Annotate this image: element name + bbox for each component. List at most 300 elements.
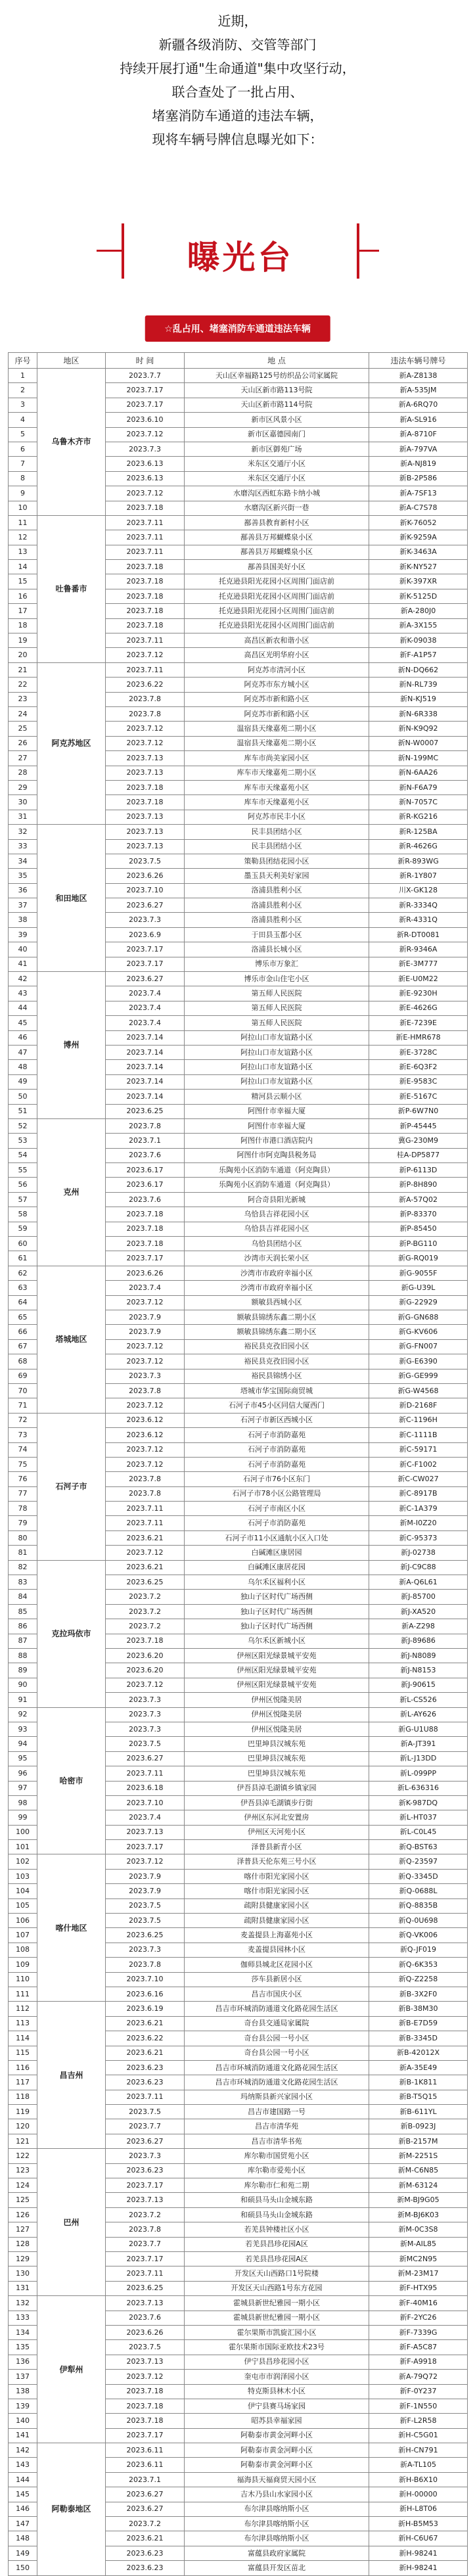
row-location: 伊州区阳光绿景城平安苑 xyxy=(185,1678,369,1692)
row-plate: 新C-8917B xyxy=(369,1486,468,1501)
row-date: 2023.7.8 xyxy=(106,692,185,706)
row-location: 高昌区新农和谐小区 xyxy=(185,633,369,648)
row-location: 阿克苏市新和路小区 xyxy=(185,706,369,721)
row-plate: 新A-3X155 xyxy=(369,618,468,633)
banner-left-rule xyxy=(97,250,123,252)
header-index: 序号 xyxy=(9,353,37,369)
row-date: 2023.7.13 xyxy=(106,825,185,839)
row-location: 布尔津县喀纳斯小区 xyxy=(185,2502,369,2516)
row-date: 2023.6.18 xyxy=(106,1781,185,1795)
row-location: 高昌区光明华府小区 xyxy=(185,648,369,662)
row-location: 沙湾市天润长荣小区 xyxy=(185,1251,369,1266)
row-date: 2023.7.12 xyxy=(106,1546,185,1560)
row-location: 乌尔禾区福利小区 xyxy=(185,1575,369,1590)
row-location: 石河子市78小区公路管理局 xyxy=(185,1486,369,1501)
row-location: 库车市天缘嘉苑小区 xyxy=(185,795,369,810)
row-date: 2023.7.18 xyxy=(106,1237,185,1251)
row-index: 69 xyxy=(9,1369,37,1383)
row-plate: 新N-199MC xyxy=(369,751,468,766)
row-index: 38 xyxy=(9,913,37,927)
row-location: 温宿县天缘嘉苑二期小区 xyxy=(185,722,369,736)
row-location: 独山子区时代广场西侧 xyxy=(185,1590,369,1604)
row-location: 阿勒泰市黄金河畔小区 xyxy=(185,2428,369,2443)
row-plate: 新G-RQ019 xyxy=(369,1251,468,1266)
row-plate: 新A-Z298 xyxy=(369,1619,468,1634)
row-date: 2023.7.18 xyxy=(106,795,185,810)
row-location: 昌吉市环城消防通道文化路花园生活区 xyxy=(185,2060,369,2075)
region-cell: 哈密市 xyxy=(37,1707,106,1854)
row-plate: 新G-FN007 xyxy=(369,1339,468,1354)
row-location: 阿克苏市民丰小区 xyxy=(185,810,369,824)
row-date: 2023.7.9 xyxy=(106,1310,185,1325)
row-plate: 新B-E7D59 xyxy=(369,2016,468,2031)
row-plate: 新A-JT391 xyxy=(369,1737,468,1751)
row-plate: 新N-W0007 xyxy=(369,736,468,750)
row-plate: 新A-8710F xyxy=(369,427,468,442)
row-index: 98 xyxy=(9,1795,37,1810)
row-location: 伊吾县淖毛湖镇乡镇家园 xyxy=(185,1781,369,1795)
row-location: 富蕴县开发区苗北 xyxy=(185,2561,369,2575)
row-index: 56 xyxy=(9,1178,37,1192)
row-index: 111 xyxy=(9,1987,37,2001)
row-plate: 新J-XA520 xyxy=(369,1604,468,1619)
row-index: 28 xyxy=(9,766,37,780)
row-plate: 新M-BJ9G05 xyxy=(369,2193,468,2207)
row-plate: 新F-0Y237 xyxy=(369,2384,468,2399)
row-date: 2023.7.3 xyxy=(106,1369,185,1383)
row-date: 2023.7.2 xyxy=(106,2207,185,2222)
row-location: 阿图什市幸福大厦 xyxy=(185,1118,369,1133)
row-plate: 新H-98241 xyxy=(369,2546,468,2560)
row-date: 2023.7.12 xyxy=(106,2370,185,2384)
row-location: 奇台县交通局家属院 xyxy=(185,2016,369,2031)
row-plate: 新L-AY626 xyxy=(369,1707,468,1722)
row-index: 2 xyxy=(9,383,37,398)
region-cell: 伊犁州 xyxy=(37,2296,106,2443)
row-plate: 新P-6W7N0 xyxy=(369,1104,468,1118)
row-location: 洛浦县胜利小区 xyxy=(185,898,369,913)
row-location: 富蕴县政府家属院 xyxy=(185,2546,369,2560)
row-plate: 新K-397XR xyxy=(369,574,468,589)
row-plate: 新MC2N95 xyxy=(369,2252,468,2266)
row-plate: 新K-76052 xyxy=(369,515,468,530)
row-plate: 新N-KJ519 xyxy=(369,692,468,706)
table-row xyxy=(9,2149,468,2163)
row-date: 2023.7.17 xyxy=(106,2252,185,2266)
row-index: 10 xyxy=(9,501,37,515)
row-index: 83 xyxy=(9,1575,37,1590)
row-location: 精河县云顺小区 xyxy=(185,1090,369,1104)
row-location: 麦盖提县上海嘉苑小区 xyxy=(185,1928,369,1943)
region-cell: 喀什地区 xyxy=(37,1854,106,2002)
row-date: 2023.7.3 xyxy=(106,1943,185,1957)
row-index: 103 xyxy=(9,1869,37,1883)
row-location: 独山子区时代广场西侧 xyxy=(185,1604,369,1619)
row-plate: 新C-1111B xyxy=(369,1428,468,1442)
row-location: 民丰县团结小区 xyxy=(185,839,369,854)
row-date: 2023.7.13 xyxy=(106,751,185,766)
row-date: 2023.6.21 xyxy=(106,1560,185,1575)
row-date: 2023.7.11 xyxy=(106,545,185,559)
row-location: 石河子市消防嘉苑 xyxy=(185,1516,369,1530)
row-index: 116 xyxy=(9,2060,37,2075)
row-index: 87 xyxy=(9,1634,37,1648)
row-index: 66 xyxy=(9,1325,37,1339)
row-location: 巴里坤县汉城东苑 xyxy=(185,1751,369,1766)
row-location: 昌吉市环城消防通道文化路花园生活区 xyxy=(185,2075,369,2090)
row-date: 2023.7.11 xyxy=(106,2266,185,2281)
region-cell: 阿克苏地区 xyxy=(37,662,106,824)
row-plate: 新Q-Z2258 xyxy=(369,1972,468,1987)
row-date: 2023.7.9 xyxy=(106,1325,185,1339)
row-date: 2023.6.21 xyxy=(106,2046,185,2060)
row-location: 鄯善县万邦蝴蝶泉小区 xyxy=(185,545,369,559)
row-plate: 新A-535JM xyxy=(369,383,468,398)
row-date: 2023.6.20 xyxy=(106,1648,185,1663)
row-index: 23 xyxy=(9,692,37,706)
row-location: 托克逊县阳光花园小区周围门面店前 xyxy=(185,589,369,603)
row-date: 2023.7.10 xyxy=(106,1972,185,1987)
row-location: 额敏县锦绣东鑫二期小区 xyxy=(185,1310,369,1325)
row-date: 2023.7.18 xyxy=(106,501,185,515)
row-location: 库尔勒市爱苑小区 xyxy=(185,2163,369,2178)
row-index: 9 xyxy=(9,486,37,501)
row-plate: 新R-DT0081 xyxy=(369,927,468,942)
row-index: 80 xyxy=(9,1530,37,1545)
table-row xyxy=(9,1266,468,1280)
row-index: 137 xyxy=(9,2370,37,2384)
row-location: 阿拉山口市友谊路小区 xyxy=(185,1060,369,1074)
row-date: 2023.7.4 xyxy=(106,986,185,1001)
row-index: 52 xyxy=(9,1118,37,1133)
row-location: 霍尔果斯市凯旋汇园小区 xyxy=(185,2325,369,2339)
intro-line: 联合查处了一批占用、 xyxy=(171,84,304,100)
row-location: 天山区新市路113号院 xyxy=(185,383,369,398)
row-index: 135 xyxy=(9,2340,37,2355)
row-location: 乌恰县吉祥花园小区 xyxy=(185,1207,369,1222)
row-date: 2023.7.12 xyxy=(106,1678,185,1692)
row-index: 53 xyxy=(9,1134,37,1148)
row-location: 白碱滩区康居园 xyxy=(185,1546,369,1560)
row-plate: 新B-42012X xyxy=(369,2046,468,2060)
row-location: 温宿县天缘嘉苑二期小区 xyxy=(185,736,369,750)
row-location: 鄯善县国美好小区 xyxy=(185,560,369,574)
row-location: 第五师人民医院 xyxy=(185,1016,369,1030)
row-index: 122 xyxy=(9,2149,37,2163)
row-index: 150 xyxy=(9,2561,37,2575)
row-index: 63 xyxy=(9,1281,37,1295)
row-index: 142 xyxy=(9,2443,37,2458)
row-location: 石河子市新区西城小区 xyxy=(185,1413,369,1427)
row-plate: 新R-4331Q xyxy=(369,913,468,927)
row-date: 2023.7.5 xyxy=(106,1914,185,1928)
row-plate: 新C-1A379 xyxy=(369,1502,468,1516)
row-date: 2023.7.4 xyxy=(106,1810,185,1825)
row-index: 77 xyxy=(9,1486,37,1501)
row-plate: 新B-3X2F0 xyxy=(369,1987,468,2001)
row-index: 107 xyxy=(9,1928,37,1943)
row-plate: 新J-85700 xyxy=(369,1590,468,1604)
row-date: 2023.7.11 xyxy=(106,1766,185,1781)
row-date: 2023.7.2 xyxy=(106,1619,185,1634)
row-plate: 新H-C6U67 xyxy=(369,2531,468,2546)
row-plate: 新A-797VA xyxy=(369,442,468,456)
row-plate: 新K-3463A xyxy=(369,545,468,559)
row-date: 2023.7.1 xyxy=(106,1134,185,1148)
region-cell: 阿勒泰地区 xyxy=(37,2443,106,2576)
row-plate: 新R-4626G xyxy=(369,839,468,854)
row-index: 119 xyxy=(9,2105,37,2119)
row-plate: 新J-C9C88 xyxy=(369,1560,468,1575)
row-plate: 新Q-JF019 xyxy=(369,1943,468,1957)
row-location: 托克逊县阳光花园小区周围门面店前 xyxy=(185,574,369,589)
row-index: 146 xyxy=(9,2502,37,2516)
row-plate: 新K-9259A xyxy=(369,530,468,545)
row-index: 51 xyxy=(9,1104,37,1118)
row-date: 2023.6.9 xyxy=(106,927,185,942)
row-index: 88 xyxy=(9,1648,37,1663)
row-index: 60 xyxy=(9,1237,37,1251)
intro-line: 新疆各级消防、交管等部门 xyxy=(158,37,317,53)
row-date: 2023.6.25 xyxy=(106,1104,185,1118)
row-date: 2023.7.12 xyxy=(106,1339,185,1354)
row-location: 昌吉市环城消防通道文化路花园生活区 xyxy=(185,2002,369,2016)
row-location: 阿图什市港口酒店院内 xyxy=(185,1134,369,1148)
row-plate: 新B-0923J xyxy=(369,2119,468,2134)
row-plate: 新A-280J0 xyxy=(369,604,468,618)
row-index: 91 xyxy=(9,1693,37,1707)
row-date: 2023.6.27 xyxy=(106,898,185,913)
row-location: 奎屯市市润泽园小区 xyxy=(185,2370,369,2384)
region-cell: 和田地区 xyxy=(37,825,106,972)
row-location: 天山区幸福路125号纺织品公司家属院 xyxy=(185,369,369,383)
row-index: 39 xyxy=(9,927,37,942)
row-index: 31 xyxy=(9,810,37,824)
row-index: 45 xyxy=(9,1016,37,1030)
row-plate: 新F-1N550 xyxy=(369,2399,468,2413)
row-date: 2023.6.25 xyxy=(106,1928,185,1943)
row-location: 洛浦县胜利小区 xyxy=(185,883,369,898)
row-plate: 新B-T5Q15 xyxy=(369,2090,468,2104)
row-location: 额敏县锦绣东鑫二期小区 xyxy=(185,1325,369,1339)
row-index: 120 xyxy=(9,2119,37,2134)
row-plate: 新G-E6390 xyxy=(369,1354,468,1369)
row-date: 2023.7.5 xyxy=(106,2105,185,2119)
row-plate: 新E-4626G xyxy=(369,1001,468,1015)
row-index: 21 xyxy=(9,662,37,677)
row-date: 2023.7.12 xyxy=(106,736,185,750)
row-location: 库车市尚美家园小区 xyxy=(185,751,369,766)
row-index: 93 xyxy=(9,1722,37,1736)
row-plate: 新E-HMR678 xyxy=(369,1030,468,1045)
row-date: 2023.7.18 xyxy=(106,1634,185,1648)
row-index: 108 xyxy=(9,1943,37,1957)
row-index: 148 xyxy=(9,2531,37,2546)
region-cell: 巴州 xyxy=(37,2149,106,2296)
row-index: 40 xyxy=(9,942,37,957)
row-index: 97 xyxy=(9,1781,37,1795)
row-date: 2023.7.18 xyxy=(106,2414,185,2428)
row-index: 130 xyxy=(9,2266,37,2281)
row-location: 民丰县团结小区 xyxy=(185,825,369,839)
row-date: 2023.7.17 xyxy=(106,1251,185,1266)
row-location: 白碱滩区康居花园 xyxy=(185,1560,369,1575)
row-index: 22 xyxy=(9,678,37,692)
row-index: 49 xyxy=(9,1074,37,1089)
row-date: 2023.7.3 xyxy=(106,1722,185,1736)
row-date: 2023.7.11 xyxy=(106,1502,185,1516)
row-index: 35 xyxy=(9,869,37,883)
row-date: 2023.7.3 xyxy=(106,442,185,456)
row-location: 乌尔禾区新城小区 xyxy=(185,1634,369,1648)
row-plate: 桂A-DP5877 xyxy=(369,1148,468,1162)
row-index: 47 xyxy=(9,1045,37,1059)
row-location: 昌吉市国庆小区 xyxy=(185,1987,369,2001)
row-index: 71 xyxy=(9,1398,37,1413)
row-plate: 新H-98241 xyxy=(369,2561,468,2575)
row-plate: 新E-9583C xyxy=(369,1074,468,1089)
row-index: 30 xyxy=(9,795,37,810)
row-plate: 新M-63124 xyxy=(369,2178,468,2193)
row-location: 福海县天福商贸天园小区 xyxy=(185,2472,369,2487)
row-location: 特克斯县林木小区 xyxy=(185,2384,369,2399)
row-date: 2023.7.7 xyxy=(106,369,185,383)
row-plate: 新F-2YC26 xyxy=(369,2311,468,2325)
row-location: 第五师人民医院 xyxy=(185,986,369,1001)
row-date: 2023.7.5 xyxy=(106,2340,185,2355)
row-plate: 新B-2P586 xyxy=(369,471,468,486)
row-location: 阿勒泰市黄金河畔小区 xyxy=(185,2443,369,2458)
row-location: 库尔勒市国贸苑小区 xyxy=(185,2149,369,2163)
row-plate: 新Q-0U698 xyxy=(369,1914,468,1928)
row-date: 2023.6.22 xyxy=(106,2031,185,2046)
intro-line: 现将车辆号牌信息曝光如下： xyxy=(152,131,323,147)
row-plate: 新P-45445 xyxy=(369,1118,468,1133)
row-index: 44 xyxy=(9,1001,37,1015)
row-plate: 新D-2168F xyxy=(369,1398,468,1413)
region-cell: 吐鲁番市 xyxy=(37,515,106,662)
row-location: 独山子区时代广场西侧 xyxy=(185,1619,369,1634)
row-date: 2023.6.11 xyxy=(106,2443,185,2458)
row-date: 2023.7.18 xyxy=(106,618,185,633)
row-location: 巴里坤县汉城东苑 xyxy=(185,1766,369,1781)
row-date: 2023.7.12 xyxy=(106,722,185,736)
row-index: 94 xyxy=(9,1737,37,1751)
row-date: 2023.7.8 xyxy=(106,1118,185,1133)
row-location: 策勒县团结花园小区 xyxy=(185,854,369,868)
row-date: 2023.6.21 xyxy=(106,2531,185,2546)
row-date: 2023.6.22 xyxy=(106,678,185,692)
row-plate: 新E-6Q3F2 xyxy=(369,1060,468,1074)
row-date: 2023.7.13 xyxy=(106,766,185,780)
row-location: 石河子市76小区东门 xyxy=(185,1472,369,1486)
row-date: 2023.7.12 xyxy=(106,1354,185,1369)
row-index: 104 xyxy=(9,1884,37,1898)
row-location: 乌恰县吉祥花园小区 xyxy=(185,1222,369,1236)
row-plate: 新A-6RQ70 xyxy=(369,398,468,412)
row-index: 26 xyxy=(9,736,37,750)
row-index: 68 xyxy=(9,1354,37,1369)
row-index: 143 xyxy=(9,2458,37,2472)
row-index: 6 xyxy=(9,442,37,456)
table-row xyxy=(9,2443,468,2458)
row-location: 裕民县克孜旧园小区 xyxy=(185,1354,369,1369)
row-date: 2023.6.16 xyxy=(106,1987,185,2001)
row-index: 4 xyxy=(9,413,37,427)
row-date: 2023.6.12 xyxy=(106,1428,185,1442)
row-index: 114 xyxy=(9,2031,37,2046)
row-location: 石河子市南区小区 xyxy=(185,1502,369,1516)
row-date: 2023.7.18 xyxy=(106,1207,185,1222)
row-date: 2023.6.17 xyxy=(106,1163,185,1178)
row-location: 吉木乃县山水家园小区 xyxy=(185,2487,369,2502)
row-index: 11 xyxy=(9,515,37,530)
row-plate: 新Q-VK006 xyxy=(369,1928,468,1943)
row-date: 2023.7.10 xyxy=(106,883,185,898)
row-date: 2023.7.13 xyxy=(106,1825,185,1839)
header-region: 地区 xyxy=(37,353,106,369)
row-date: 2023.7.4 xyxy=(106,1001,185,1015)
row-plate: 新Q-8835B xyxy=(369,1898,468,1913)
row-location: 新市区嘉德园南门 xyxy=(185,427,369,442)
row-date: 2023.6.12 xyxy=(106,1413,185,1427)
row-plate: 新A-35E49 xyxy=(369,2060,468,2075)
row-plate: 新C-CW027 xyxy=(369,1472,468,1486)
row-plate: 新B-1K811 xyxy=(369,2075,468,2090)
row-date: 2023.6.26 xyxy=(106,1266,185,1280)
row-location: 若羌县昌珍花园A区 xyxy=(185,2237,369,2251)
row-date: 2023.6.21 xyxy=(106,2016,185,2031)
row-index: 90 xyxy=(9,1678,37,1692)
row-plate: 新L-636316 xyxy=(369,1781,468,1795)
row-date: 2023.7.17 xyxy=(106,1840,185,1854)
table-row xyxy=(9,662,468,677)
row-location: 泽普县新青小区 xyxy=(185,1840,369,1854)
row-date: 2023.7.17 xyxy=(106,2178,185,2193)
row-index: 7 xyxy=(9,457,37,471)
banner-title-box xyxy=(122,223,359,279)
row-location: 乌恰县团结小区 xyxy=(185,1237,369,1251)
intro-line: 近期， xyxy=(217,13,258,29)
row-plate: 新E-3M777 xyxy=(369,957,468,971)
row-date: 2023.7.11 xyxy=(106,633,185,648)
row-index: 67 xyxy=(9,1339,37,1354)
row-location: 裕民县克孜旧园小区 xyxy=(185,1339,369,1354)
row-plate: 新R-1Y807 xyxy=(369,869,468,883)
row-plate: 新A-7SF13 xyxy=(369,486,468,501)
row-date: 2023.7.12 xyxy=(106,427,185,442)
row-index: 123 xyxy=(9,2163,37,2178)
row-plate: 新L-HT037 xyxy=(369,1810,468,1825)
row-location: 水磨沟区新兴街一巷 xyxy=(185,501,369,515)
row-index: 15 xyxy=(9,574,37,589)
row-index: 64 xyxy=(9,1295,37,1310)
table-row xyxy=(9,2296,468,2311)
row-index: 17 xyxy=(9,604,37,618)
row-index: 101 xyxy=(9,1840,37,1854)
row-location: 阿图什市阿克陶县税务局 xyxy=(185,1148,369,1162)
row-location: 阿合奇县阳光新城 xyxy=(185,1192,369,1207)
row-index: 74 xyxy=(9,1442,37,1457)
row-index: 72 xyxy=(9,1413,37,1427)
row-index: 95 xyxy=(9,1751,37,1766)
row-index: 124 xyxy=(9,2178,37,2193)
row-date: 2023.7.8 xyxy=(106,706,185,721)
row-date: 2023.6.20 xyxy=(106,1663,185,1678)
row-location: 库车市天缘嘉苑二期小区 xyxy=(185,766,369,780)
row-plate: 新N-6AA26 xyxy=(369,766,468,780)
row-location: 伊宁县昌珍花园小区 xyxy=(185,2355,369,2369)
